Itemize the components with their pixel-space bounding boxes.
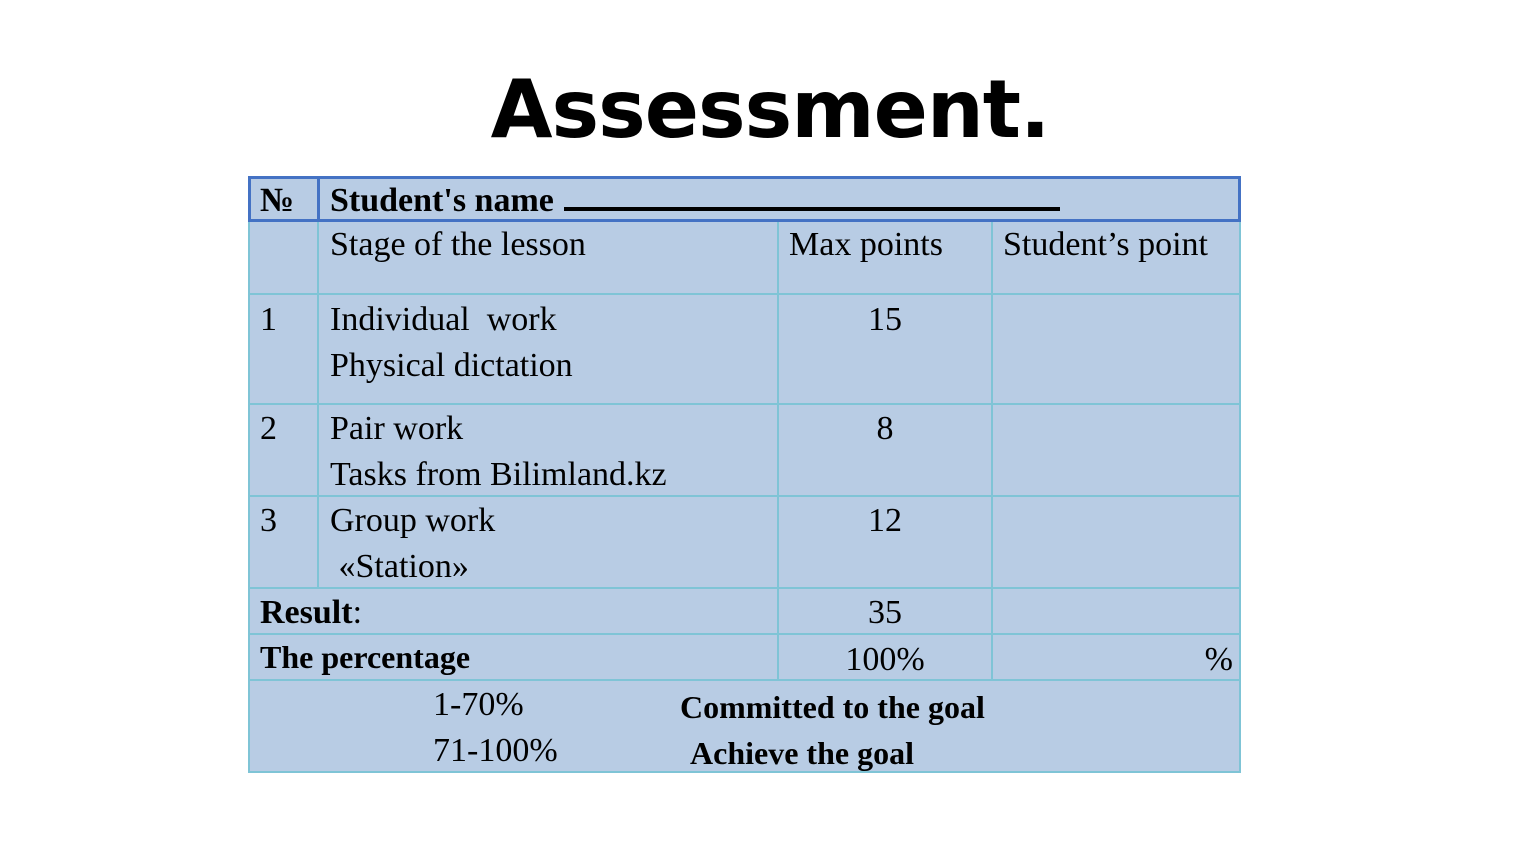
stage-name: Group work [330, 502, 496, 539]
result-label [260, 590, 362, 636]
legend-range: 71-100% [433, 732, 558, 769]
row-number: 1 [260, 301, 277, 338]
percentage-student-value[interactable]: % [1204, 641, 1233, 678]
column-divider [317, 222, 319, 587]
student-point-input[interactable] [993, 295, 1239, 403]
percentage-label: The percentage [260, 639, 471, 675]
legend-meaning: Achieve the goal [690, 735, 914, 771]
max-points-column-header: Max points [789, 226, 943, 263]
stage-name: Pair work [330, 410, 464, 447]
max-points-value: 15 [868, 301, 902, 338]
max-points-value: 12 [868, 502, 902, 539]
assessment-table [248, 176, 1241, 773]
max-points-value: 8 [876, 410, 894, 447]
table-right-border [1239, 222, 1241, 773]
table-left-border [248, 222, 250, 773]
legend-meaning: Committed to the goal [680, 689, 985, 725]
student-name-label: Student's name [330, 182, 554, 219]
header-divider [317, 176, 320, 222]
student-name-blank-line[interactable] [564, 207, 1060, 211]
stage-column-header: Stage of the lesson [330, 226, 586, 263]
row-number: 3 [260, 502, 277, 539]
stage-detail: Physical dictation [330, 347, 573, 384]
student-point-input[interactable] [993, 497, 1239, 587]
page-title: Assessment. [490, 63, 1050, 156]
result-label-colon: : [352, 594, 363, 631]
legend-range: 1-70% [433, 686, 524, 723]
student-point-input[interactable] [993, 405, 1239, 495]
stage-detail: Tasks from Bilimland.kz [330, 456, 667, 493]
stage-detail: «Station» [330, 548, 469, 585]
student-point-column-header: Student’s point [1003, 226, 1208, 263]
result-max-points: 35 [868, 594, 902, 631]
percentage-max: 100% [845, 641, 925, 678]
result-student-input[interactable] [993, 589, 1239, 633]
row-number: 2 [260, 410, 277, 447]
number-header: № [260, 182, 295, 219]
result-label-text: Result [260, 594, 353, 631]
student-name-header [330, 178, 1060, 224]
stage-name: Individual work [330, 301, 557, 338]
